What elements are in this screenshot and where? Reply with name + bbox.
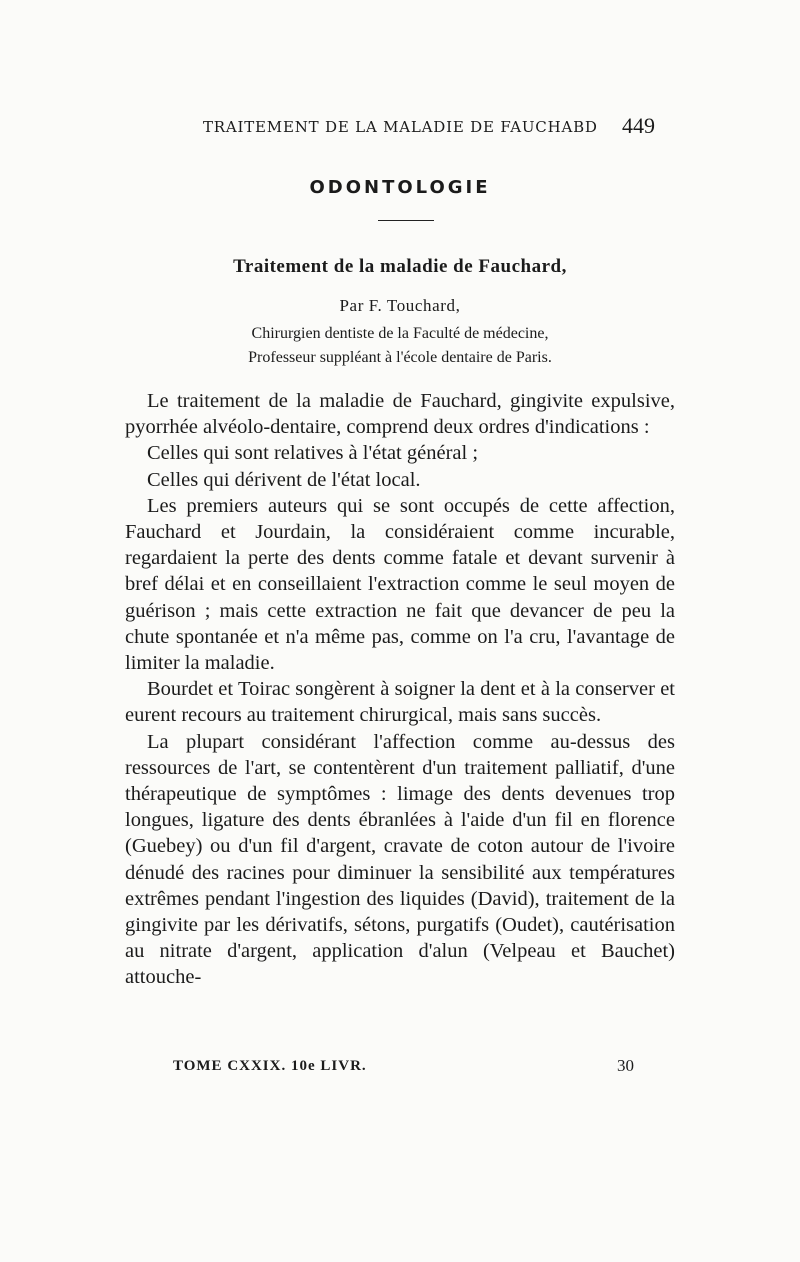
article-title: Traitement de la maladie de Fauchard, [233, 256, 567, 277]
paragraph: Celles qui sont relatives à l'état général ; [147, 442, 479, 465]
document-page [125, 0, 675, 1262]
paragraph: Bourdet et Toirac songèrent à soigner la dent et à la conserver et eurent recours au traitement chirurgical, mais sans succès. [125, 678, 675, 727]
article-body [125, 388, 675, 991]
paragraph: Celles qui dérivent de l'état local. [147, 468, 421, 491]
paragraph: Le traitement de la maladie de Fauchard, gingivite expulsive, pyorrhée alvéolo-dentaire, comprend deux ordres d'indications : [125, 390, 675, 439]
title-divider [378, 220, 434, 221]
article-author: Par F. Touchard, [339, 296, 461, 315]
paragraph: Les premiers auteurs qui se sont occupés de cette affection, Fauchard et Jourdain, la considéraient comme incurable, regardaient la perte des dents comme fatale et devant survenir à bref délai et en conseillaient l'extraction comme le seul moyen de guérison ; mais cette extraction ne fait que devancer de peu la chute spontanée et n'a même pas, comme on l'a cru, l'avantage de limiter la maladie. [125, 494, 675, 675]
paragraph: La plupart considérant l'affection comme au-dessus des ressources de l'art, se contentèrent d'un traitement palliatif, d'une thérapeutique de symptômes : limage des dents devenues trop longues, ligature des dents ébranlées à l'aide d'un fil en florence (Guebey) ou d'un fil d'argent, cravate de coton autour de l'ivoire dénudé des racines pour diminuer la sensibilité aux températures extrêmes pendant l'ingestion des liquides (David), traitement de la gingivite par les dérivatifs, sétons, purgatifs (Oudet), cautérisation au nitrate d'argent, application d'alun (Velpeau et Bauchet) attouche- [125, 730, 675, 989]
author-affiliation-2: Professeur suppléant à l'école dentaire de Paris. [248, 349, 552, 366]
running-head: TRAITEMENT DE LA MALADIE DE FAUCHABD [203, 118, 598, 136]
section-title: ODONTOLOGIE [309, 177, 491, 198]
footer-signature: 30 [617, 1056, 634, 1075]
footer-volume: TOME CXXIX. 10e LIVR. [173, 1058, 367, 1074]
page-number: 449 [622, 113, 655, 138]
author-affiliation-1: Chirurgien dentiste de la Faculté de médecine, [251, 325, 549, 342]
